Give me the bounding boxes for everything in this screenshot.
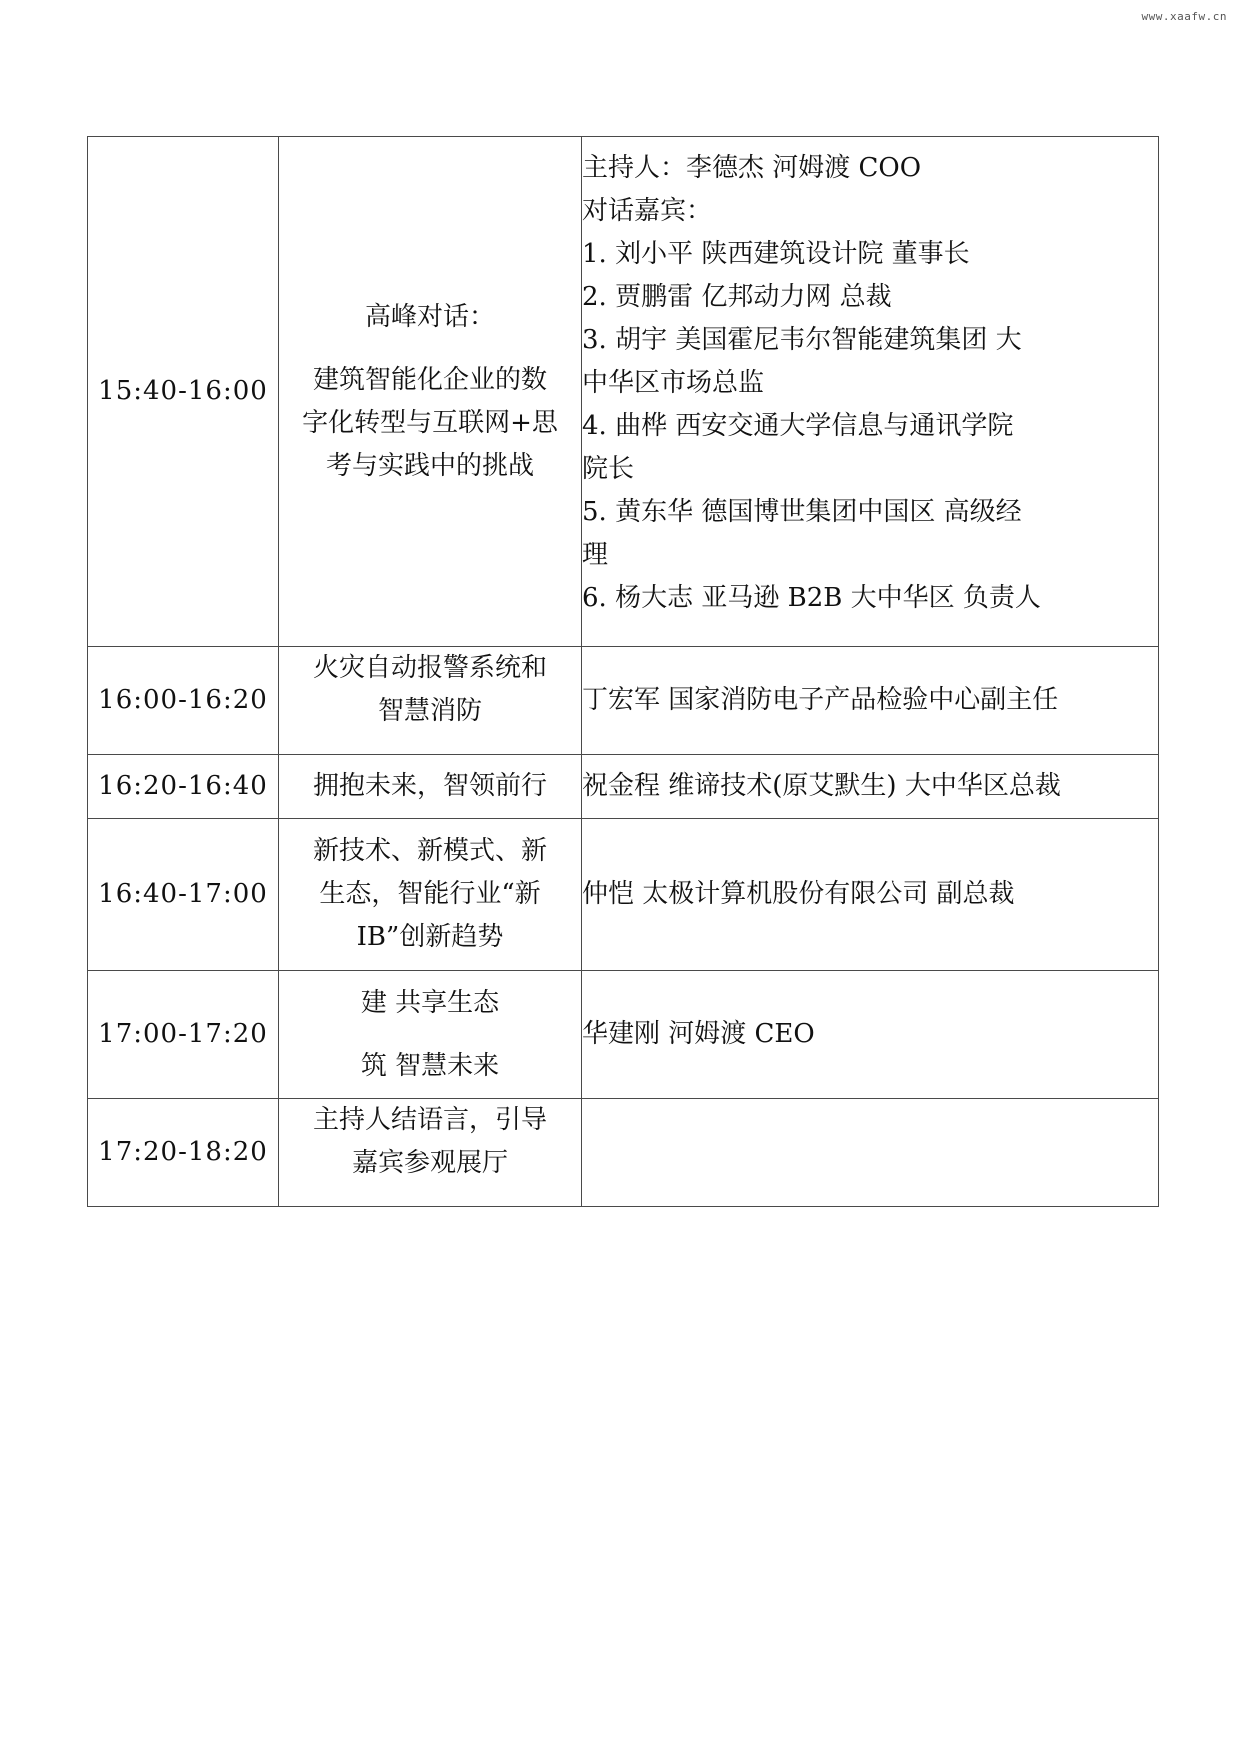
time-cell: 17:00-17:20: [88, 971, 279, 1099]
table-row: [88, 819, 1159, 971]
time-cell: 16:40-17:00: [88, 819, 279, 971]
topic-line: 主持人结语言，引导: [312, 1105, 547, 1135]
guest-item: 5. 黄东华 德国博世集团中国区 高级经: [582, 497, 1022, 527]
topic-line: 新技术、新模式、新: [312, 836, 547, 866]
topic-line: 考与实践中的挑战: [325, 450, 534, 481]
topic-cell: [279, 819, 582, 971]
table-row: [88, 647, 1159, 755]
speaker-cell: 丁宏军 国家消防电子产品检验中心副主任: [582, 647, 1159, 755]
speaker-cell: 华建刚 河姆渡 CEO: [582, 971, 1159, 1099]
guest-item: 院长: [582, 454, 635, 484]
speaker-cell: 仲恺 太极计算机股份有限公司 副总裁: [582, 819, 1159, 971]
host-line: 主持人：李德杰 河姆渡 COO: [582, 153, 922, 183]
topic-line: 生态，智能行业“新: [319, 879, 541, 909]
guest-item: 6. 杨大志 亚马逊 B2B 大中华区 负责人: [582, 583, 1041, 613]
time-cell: 17:20-18:20: [88, 1099, 279, 1207]
topic-line: 建 共享生态: [360, 987, 500, 1018]
topic-cell: [279, 137, 582, 647]
topic-line: 字化转型与互联网+思: [302, 407, 558, 438]
guest-item: 中华区市场总监: [582, 368, 765, 398]
guest-item: 1. 刘小平 陕西建筑设计院 董事长: [582, 239, 970, 269]
topic-line: 火灾自动报警系统和: [312, 653, 547, 683]
topic-line: IB”创新趋势: [356, 922, 504, 952]
topic-line: 建筑智能化企业的数: [312, 364, 547, 395]
topic-line: 嘉宾参观展厅: [351, 1148, 508, 1178]
schedule-table: [87, 136, 1159, 1207]
guest-item: 理: [582, 540, 609, 570]
watermark: www.xaafw.cn: [1141, 10, 1227, 23]
speaker-cell: [582, 1099, 1159, 1207]
topic-lead: 高峰对话：: [364, 301, 495, 332]
topic-spacer: [279, 1025, 581, 1045]
table-row: [88, 755, 1159, 819]
time-cell: 16:00-16:20: [88, 647, 279, 755]
guest-item: 2. 贾鹏雷 亿邦动力网 总裁: [582, 282, 892, 312]
guests-label: 对话嘉宾：: [582, 196, 713, 226]
time-cell: 15:40-16:00: [88, 137, 279, 647]
topic-cell: [279, 647, 582, 755]
topic-cell: [279, 971, 582, 1099]
topic-line: 筑 智慧未来: [360, 1050, 500, 1081]
guest-item: 3. 胡宇 美国霍尼韦尔智能建筑集团 大: [582, 325, 1022, 355]
table-row: [88, 137, 1159, 647]
guest-item: 4. 曲桦 西安交通大学信息与通讯学院: [582, 411, 1014, 441]
topic-line: 拥抱未来，智领前行: [312, 771, 547, 801]
time-cell: 16:20-16:40: [88, 755, 279, 819]
topic-cell: [279, 1099, 582, 1207]
speaker-cell: 祝金程 维谛技术(原艾默生) 大中华区总裁: [582, 755, 1159, 819]
table-row: [88, 1099, 1159, 1207]
topic-cell: [279, 755, 582, 819]
speaker-cell: [582, 137, 1159, 647]
topic-line: 智慧消防: [377, 696, 482, 726]
table-row: [88, 971, 1159, 1099]
